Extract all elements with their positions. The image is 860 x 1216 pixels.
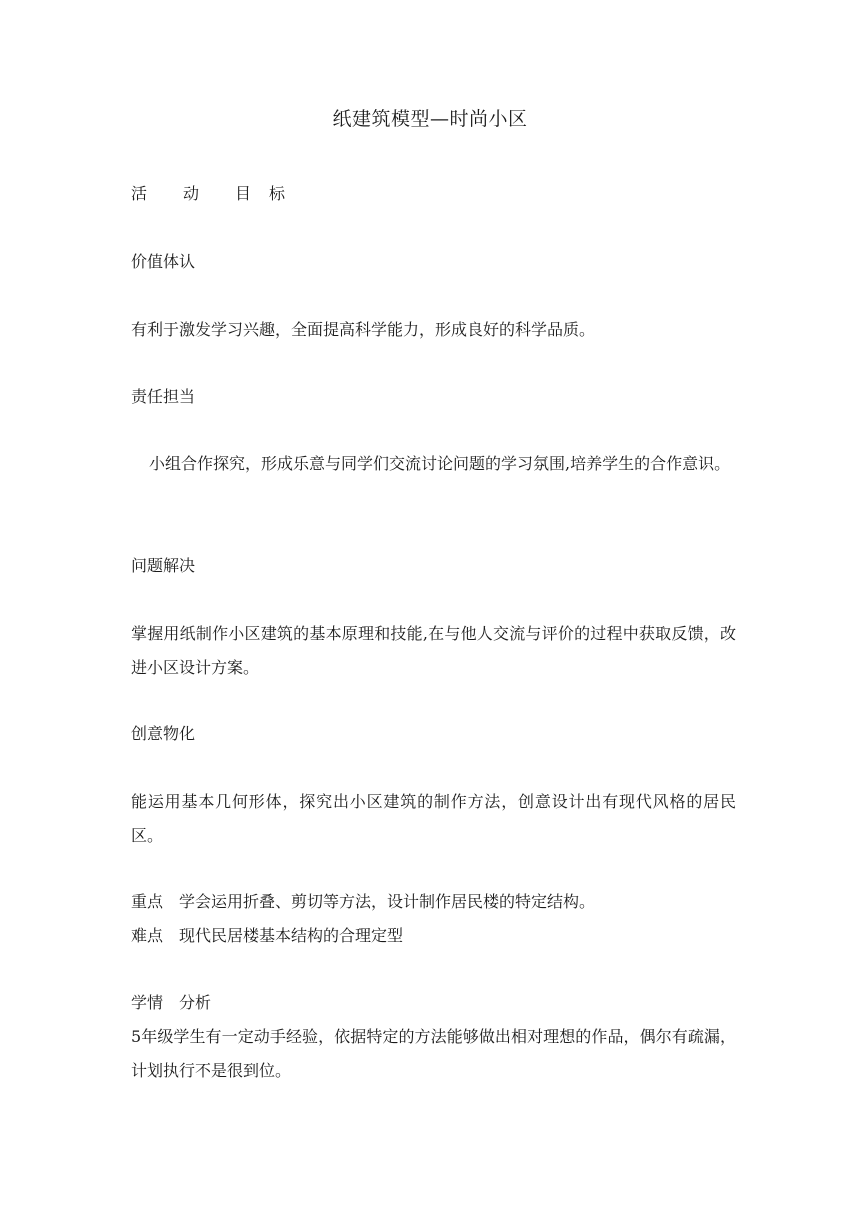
analysis-heading — [131, 986, 741, 1020]
section-heading-value: 价值体认 — [131, 252, 196, 271]
section-heading-responsibility: 责任担当 — [131, 387, 196, 406]
analysis-label-b: 分析 — [179, 993, 212, 1012]
analysis-label-a: 学情 — [131, 993, 164, 1012]
objectives-heading-part: 动 — [183, 184, 200, 203]
objectives-heading-part: 目 — [235, 184, 252, 203]
section-body-creativity: 能运用基本几何形体，探究出小区建筑的制作方法，创意设计出有现代风格的居民区。 — [131, 792, 736, 845]
difficulty-line — [131, 919, 741, 953]
objectives-heading-part: 标 — [269, 184, 286, 203]
section-heading-creativity: 创意物化 — [131, 724, 196, 743]
section-body-responsibility: 小组合作探究，形成乐意与同学们交流讨论问题的学习氛围,培养学生的合作意识。 — [149, 454, 731, 473]
section-body-problem-solving: 掌握用纸制作小区建筑的基本原理和技能,在与他人交流与评价的过程中获取反馈，改进小区设计方案。 — [131, 624, 736, 677]
objectives-heading — [131, 177, 741, 211]
difficulty-text: 现代民居楼基本结构的合理定型 — [179, 926, 404, 945]
analysis-body: 5年级学生有一定动手经验，依据特定的方法能够做出相对理想的作品，偶尔有疏漏，计划执行不是很到位。 — [131, 1027, 736, 1080]
objectives-heading-part: 活 — [131, 184, 148, 203]
document-title: 纸建筑模型—时尚小区 — [332, 108, 528, 130]
key-point-line — [131, 885, 741, 919]
section-heading-problem-solving: 问题解决 — [131, 556, 196, 575]
key-point-text: 学会运用折叠、剪切等方法，设计制作居民楼的特定结构。 — [179, 892, 596, 911]
key-point-label: 重点 — [131, 892, 164, 911]
difficulty-label: 难点 — [131, 926, 164, 945]
section-body-value: 有利于激发学习兴趣，全面提高科学能力，形成良好的科学品质。 — [131, 320, 596, 339]
